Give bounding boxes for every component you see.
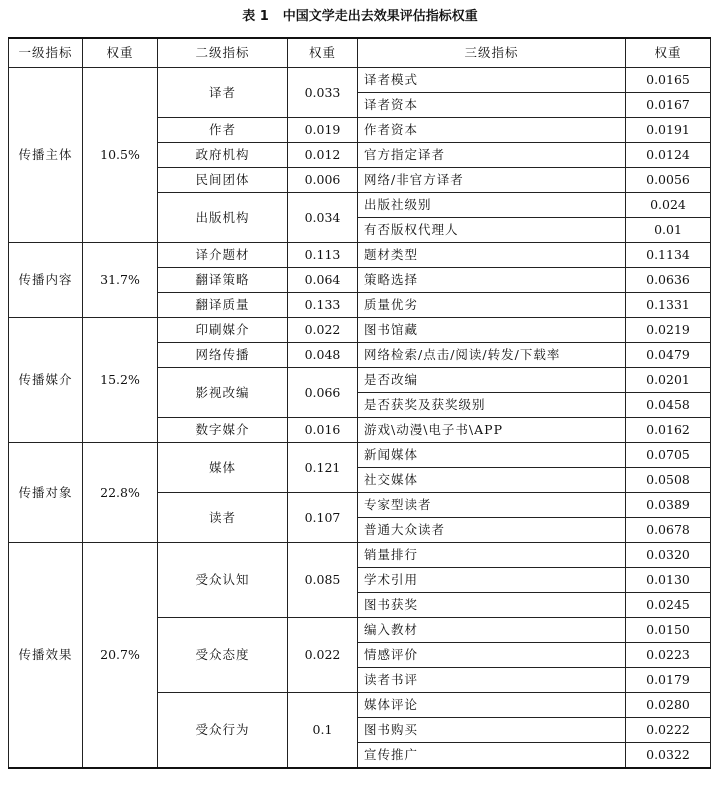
level3-indicator: 网络/非官方译者 [358,168,626,193]
level3-indicator: 有否版权代理人 [358,218,626,243]
level2-weight: 0.064 [288,268,358,293]
level2-indicator: 译介题材 [158,243,288,268]
level3-weight: 0.0124 [626,143,711,168]
level2-weight: 0.016 [288,418,358,443]
level3-weight: 0.01 [626,218,711,243]
level3-indicator: 学术引用 [358,568,626,593]
level2-indicator: 翻译质量 [158,293,288,318]
header-level3: 三级指标 [358,38,626,68]
level2-weight: 0.066 [288,368,358,418]
level3-weight: 0.0458 [626,393,711,418]
level1-weight: 22.8% [83,443,158,543]
level2-indicator: 出版机构 [158,193,288,243]
level3-indicator: 是否获奖及获奖级别 [358,393,626,418]
level2-weight: 0.022 [288,618,358,693]
level2-weight: 0.1 [288,693,358,769]
table-caption: 中国文学走出去效果评估指标权重 [282,9,478,24]
level3-indicator: 出版社级别 [358,193,626,218]
level2-weight: 0.121 [288,443,358,493]
level3-indicator: 译者模式 [358,68,626,93]
level3-weight: 0.0191 [626,118,711,143]
level1-weight: 10.5% [83,68,158,243]
header-weight2: 权重 [288,38,358,68]
level3-weight: 0.0320 [626,543,711,568]
level3-indicator: 网络检索/点击/阅读/转发/下载率 [358,343,626,368]
table-row [9,318,711,343]
level1-indicator: 传播内容 [9,243,83,318]
level3-weight: 0.0219 [626,318,711,343]
level1-indicator: 传播媒介 [9,318,83,443]
level2-weight: 0.019 [288,118,358,143]
level3-indicator: 情感评价 [358,643,626,668]
table-body [9,68,711,769]
header-weight3: 权重 [626,38,711,68]
level2-weight: 0.006 [288,168,358,193]
level3-indicator: 媒体评论 [358,693,626,718]
level3-indicator: 题材类型 [358,243,626,268]
table-number: 表 1 [242,9,269,24]
level3-indicator: 普通大众读者 [358,518,626,543]
level2-weight: 0.033 [288,68,358,118]
level1-indicator: 传播主体 [9,68,83,243]
level2-weight: 0.113 [288,243,358,268]
level2-weight: 0.048 [288,343,358,368]
level3-weight: 0.0479 [626,343,711,368]
level2-indicator: 受众认知 [158,543,288,618]
level1-weight: 20.7% [83,543,158,769]
level2-indicator: 读者 [158,493,288,543]
level2-indicator: 作者 [158,118,288,143]
level3-indicator: 质量优劣 [358,293,626,318]
table-row [9,443,711,468]
level3-weight: 0.0165 [626,68,711,93]
level3-indicator: 官方指定译者 [358,143,626,168]
level2-indicator: 印刷媒介 [158,318,288,343]
level3-indicator: 社交媒体 [358,468,626,493]
level2-indicator: 翻译策略 [158,268,288,293]
level2-indicator: 网络传播 [158,343,288,368]
level3-indicator: 专家型读者 [358,493,626,518]
level3-weight: 0.0130 [626,568,711,593]
level3-weight: 0.0678 [626,518,711,543]
level1-indicator: 传播效果 [9,543,83,769]
level2-indicator: 媒体 [158,443,288,493]
level3-weight: 0.0223 [626,643,711,668]
level3-indicator: 是否改编 [358,368,626,393]
level3-weight: 0.1331 [626,293,711,318]
level3-weight: 0.0056 [626,168,711,193]
level3-weight: 0.0162 [626,418,711,443]
level3-weight: 0.1134 [626,243,711,268]
level3-indicator: 图书馆藏 [358,318,626,343]
level2-indicator: 受众态度 [158,618,288,693]
level2-indicator: 民间团体 [158,168,288,193]
level2-indicator: 受众行为 [158,693,288,769]
level3-indicator: 策略选择 [358,268,626,293]
level3-weight: 0.0389 [626,493,711,518]
level1-weight: 31.7% [83,243,158,318]
level2-weight: 0.107 [288,493,358,543]
table-row [9,68,711,93]
level3-weight: 0.0245 [626,593,711,618]
table-title [0,8,720,26]
index-weight-table [8,37,711,769]
level2-weight: 0.133 [288,293,358,318]
level3-weight: 0.0201 [626,368,711,393]
level3-indicator: 图书获奖 [358,593,626,618]
level2-indicator: 数字媒介 [158,418,288,443]
level2-indicator: 译者 [158,68,288,118]
level3-indicator: 游戏\动漫\电子书\APP [358,418,626,443]
header-weight1: 权重 [83,38,158,68]
level3-indicator: 图书购买 [358,718,626,743]
level1-indicator: 传播对象 [9,443,83,543]
level3-weight: 0.024 [626,193,711,218]
level3-weight: 0.0280 [626,693,711,718]
level3-indicator: 销量排行 [358,543,626,568]
level3-weight: 0.0222 [626,718,711,743]
level3-weight: 0.0150 [626,618,711,643]
level2-weight: 0.085 [288,543,358,618]
level3-indicator: 宣传推广 [358,743,626,769]
level3-indicator: 作者资本 [358,118,626,143]
table-header-row [9,38,711,68]
level2-indicator: 政府机构 [158,143,288,168]
level2-indicator: 影视改编 [158,368,288,418]
level3-indicator: 编入教材 [358,618,626,643]
level2-weight: 0.022 [288,318,358,343]
level3-weight: 0.0179 [626,668,711,693]
table-row [9,243,711,268]
level3-weight: 0.0322 [626,743,711,769]
level3-weight: 0.0167 [626,93,711,118]
level2-weight: 0.034 [288,193,358,243]
header-level2: 二级指标 [158,38,288,68]
level3-indicator: 读者书评 [358,668,626,693]
level3-weight: 0.0636 [626,268,711,293]
level3-weight: 0.0705 [626,443,711,468]
level3-weight: 0.0508 [626,468,711,493]
table-row [9,543,711,568]
level1-weight: 15.2% [83,318,158,443]
level3-indicator: 译者资本 [358,93,626,118]
level3-indicator: 新闻媒体 [358,443,626,468]
level2-weight: 0.012 [288,143,358,168]
header-level1: 一级指标 [9,38,83,68]
